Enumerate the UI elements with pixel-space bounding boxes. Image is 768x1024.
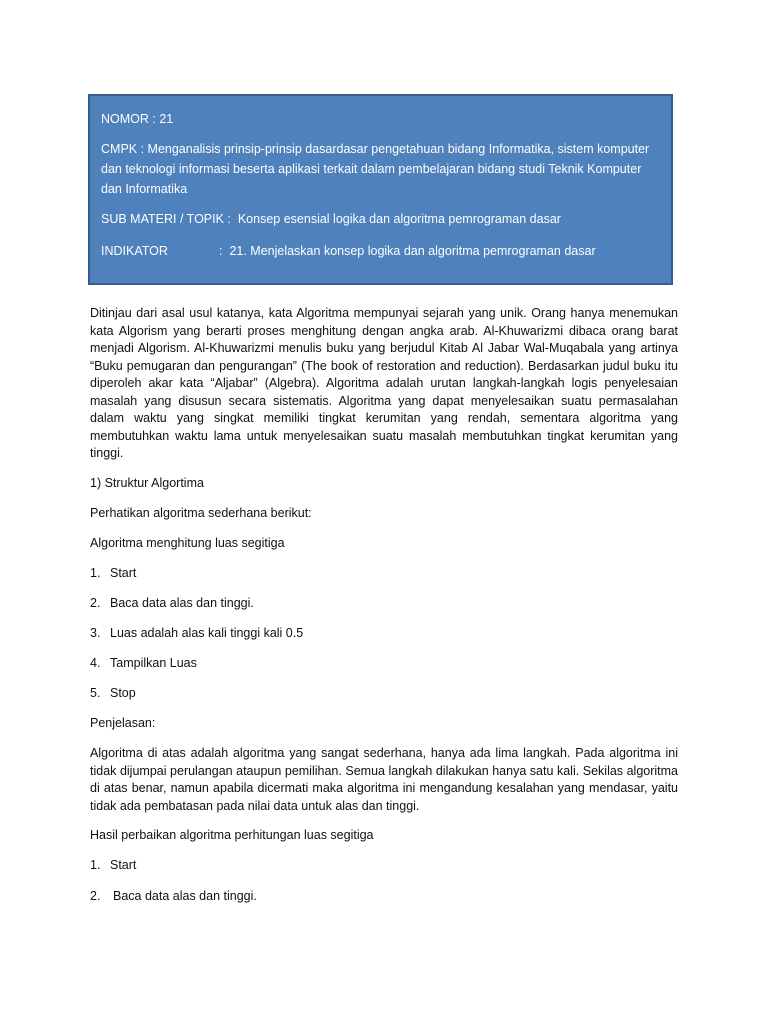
indikator-row (101, 241, 660, 261)
list-number: 4. (90, 656, 101, 671)
intro-paragraph: Ditinjau dari asal usul katanya, kata Algoritma mempunyai sejarah yang unik. Orang hanya menemukan kata Algorism yang berarti proses menghitung dengan angka arab. Al-Khuwarizmi dibaca orang barat menjadi Algorism. Al-Khuwarizmi menulis buku yang berjudul Kitab Al Jabar Wal-Muqabala yang artinya “Buku pemugaran dan pengurangan” (The book of restoration and reduction). Berdasarkan judul buku itu diperoleh akar kata “Aljabar” (Algebra). Algoritma adalah urutan langkah-langkah logis penyelesaian masalah yang disusun secara sistematis. Algoritma yang dapat menyelesaikan suatu permasalahan dalam waktu yang singkat memiliki tingkat kerumitan yang rendah, sementara algoritma yang membutuhkan waktu lama untuk menyelesaikan suatu masalah membutuhkan tingkat kerumitan yang tinggi. (90, 306, 678, 460)
sub-materi-label: SUB MATERI / TOPIK : (101, 212, 231, 226)
indikator-separator: : (219, 244, 223, 258)
penjelasan-paragraph: Algoritma di atas adalah algoritma yang sangat sederhana, hanya ada lima langkah. Pada algoritma ini tidak dijumpai perulangan ataupun pemilihan. Semua langkah dilakukan hanya satu kali. Sekilas algoritma di atas benar, namun apabila dicermati maka algoritma ini mengandung kesalahan yang mendasar, yaitu tidak ada pembatasan pada nilai data untuk alas dan tinggi. (90, 746, 678, 813)
list-item (90, 565, 678, 583)
list-item (90, 595, 678, 613)
list-text: Tampilkan Luas (110, 656, 197, 671)
list-text: Baca data alas dan tinggi. (113, 888, 257, 903)
hasil-title: Hasil perbaikan algoritma perhitungan luas segitiga (90, 828, 374, 843)
list-number: 5. (90, 686, 101, 701)
list-text: Start (110, 565, 137, 580)
sub-materi-value: Konsep esensial logika dan algoritma pemrograman dasar (237, 212, 561, 226)
algorithm-title: Algoritma menghitung luas segitiga (90, 535, 285, 550)
perhatikan-text: Perhatikan algoritma sederhana berikut: (90, 505, 312, 520)
list-text: Luas adalah alas kali tinggi kali 0.5 (110, 625, 304, 640)
list-item (90, 625, 678, 643)
cmpk-text: CMPK : Menganalisis prinsip-prinsip dasardasar pengetahuan bidang Informatika, sistem komputer dan teknologi informasi beserta aplikasi terkait dalam pembelajaran bidang studi Teknik Komputer dan Informatika (101, 142, 650, 196)
list-number: 3. (90, 625, 101, 640)
list-text: Stop (110, 686, 136, 701)
list-text: Baca data alas dan tinggi. (110, 595, 254, 610)
sub-materi-row (101, 209, 660, 229)
nomor-label: NOMOR : 21 (101, 112, 174, 126)
list-number: 1. (90, 565, 101, 580)
list-number: 1. (90, 858, 101, 873)
list-item (90, 888, 678, 906)
list-number: 2. (90, 888, 101, 903)
indikator-label: INDIKATOR (101, 244, 168, 258)
list-number: 2. (90, 595, 101, 610)
list-item (90, 857, 678, 875)
header-info-box (88, 94, 673, 285)
list-text: Start (110, 858, 137, 873)
indikator-value: 21. Menjelaskan konsep logika dan algoritma pemrograman dasar (229, 244, 596, 258)
document-body (90, 305, 678, 918)
list-item (90, 655, 678, 673)
list-item (90, 685, 678, 703)
penjelasan-label: Penjelasan: (90, 716, 156, 731)
section-heading: 1) Struktur Algortima (90, 475, 204, 490)
